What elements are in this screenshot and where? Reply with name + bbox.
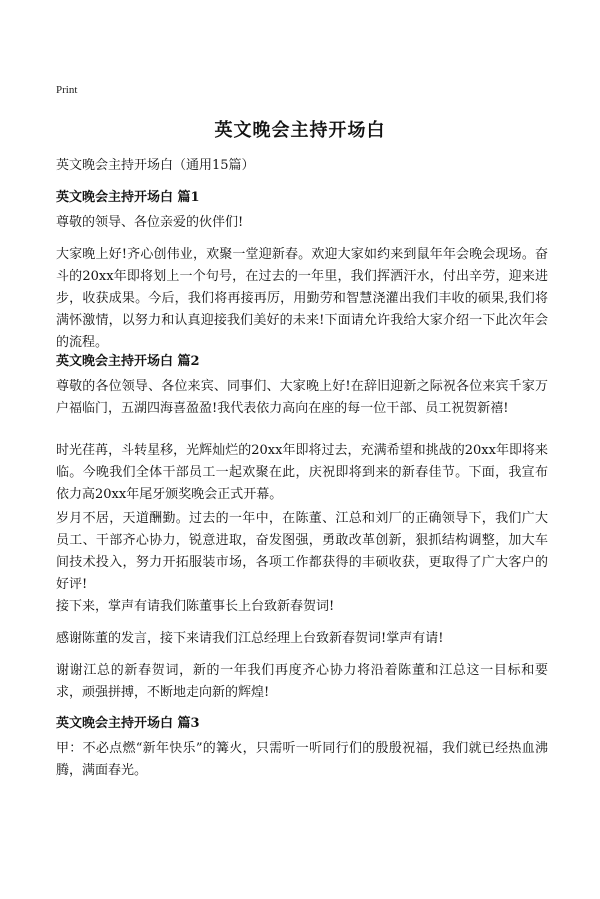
paragraph: 尊敬的各位领导、各位来宾、同事们、大家晚上好!在辞旧迎新之际祝各位来宾千家万户福临门，五湖四海喜盈盈!我代表依力高向在座的每一位干部、员工祝贺新禧! xyxy=(56,379,548,416)
print-label: Print xyxy=(56,84,78,96)
section-heading-2: 英文晚会主持开场白 篇2 xyxy=(56,354,200,369)
paragraph: 尊敬的领导、各位亲爱的伙伴们! xyxy=(56,215,244,230)
paragraph: 大家晚上好!齐心创伟业，欢聚一堂迎新春。欢迎大家如约来到鼠年年会晚会现场。奋斗的20xx年即将划上一个句号，在过去的一年里，我们挥洒汗水，付出辛劳，迎来进步，收获成果。今后，我们将再接再厉，用勤劳和智慧浇灌出我们丰收的硕果,我们将满怀激情，以努力和认真迎接我们美好的未来!下面请允许我给大家介绍一下此次年会的流程。 xyxy=(56,247,548,350)
paragraph: 时光荏苒，斗转星移，光辉灿烂的20xx年即将过去，充满希望和挑战的20xx年即将来临。今晚我们全体干部员工一起欢聚在此，庆祝即将到来的新春佳节。下面，我宣布依力高20xx年尾牙颁奖晚会正式开幕。 xyxy=(56,443,548,502)
paragraph: 接下来，掌声有请我们陈董事长上台致新春贺词! xyxy=(56,599,335,614)
section-heading-1: 英文晚会主持开场白 篇1 xyxy=(56,190,200,205)
paragraph: 岁月不居，天道酬勤。过去的一年中，在陈董、江总和刘厂的正确领导下，我们广大员工、干部齐心协力，锐意进取，奋发图强，勇敢改革创新，狠抓结构调整，加大车间技术投入，努力开拓服装市场，各项工作都获得的丰硕收获，更取得了广大客户的好评! xyxy=(56,511,548,592)
section-heading-3: 英文晚会主持开场白 篇3 xyxy=(56,716,200,731)
paragraph: 谢谢江总的新春贺词，新的一年我们再度齐心协力将沿着陈董和江总这一目标和要求，顽强拼搏，不断地走向新的辉煌! xyxy=(56,663,548,700)
page-title: 英文晚会主持开场白 xyxy=(214,120,386,141)
paragraph: 甲：不必点燃“新年快乐”的篝火，只需听一听同行们的殷殷祝福，我们就已经热血沸腾，满面春光。 xyxy=(56,741,548,778)
paragraph: 感谢陈董的发言，接下来请我们江总经理上台致新春贺词!掌声有请! xyxy=(56,631,444,646)
document-subtitle: 英文晚会主持开场白（通用15篇） xyxy=(56,158,255,173)
